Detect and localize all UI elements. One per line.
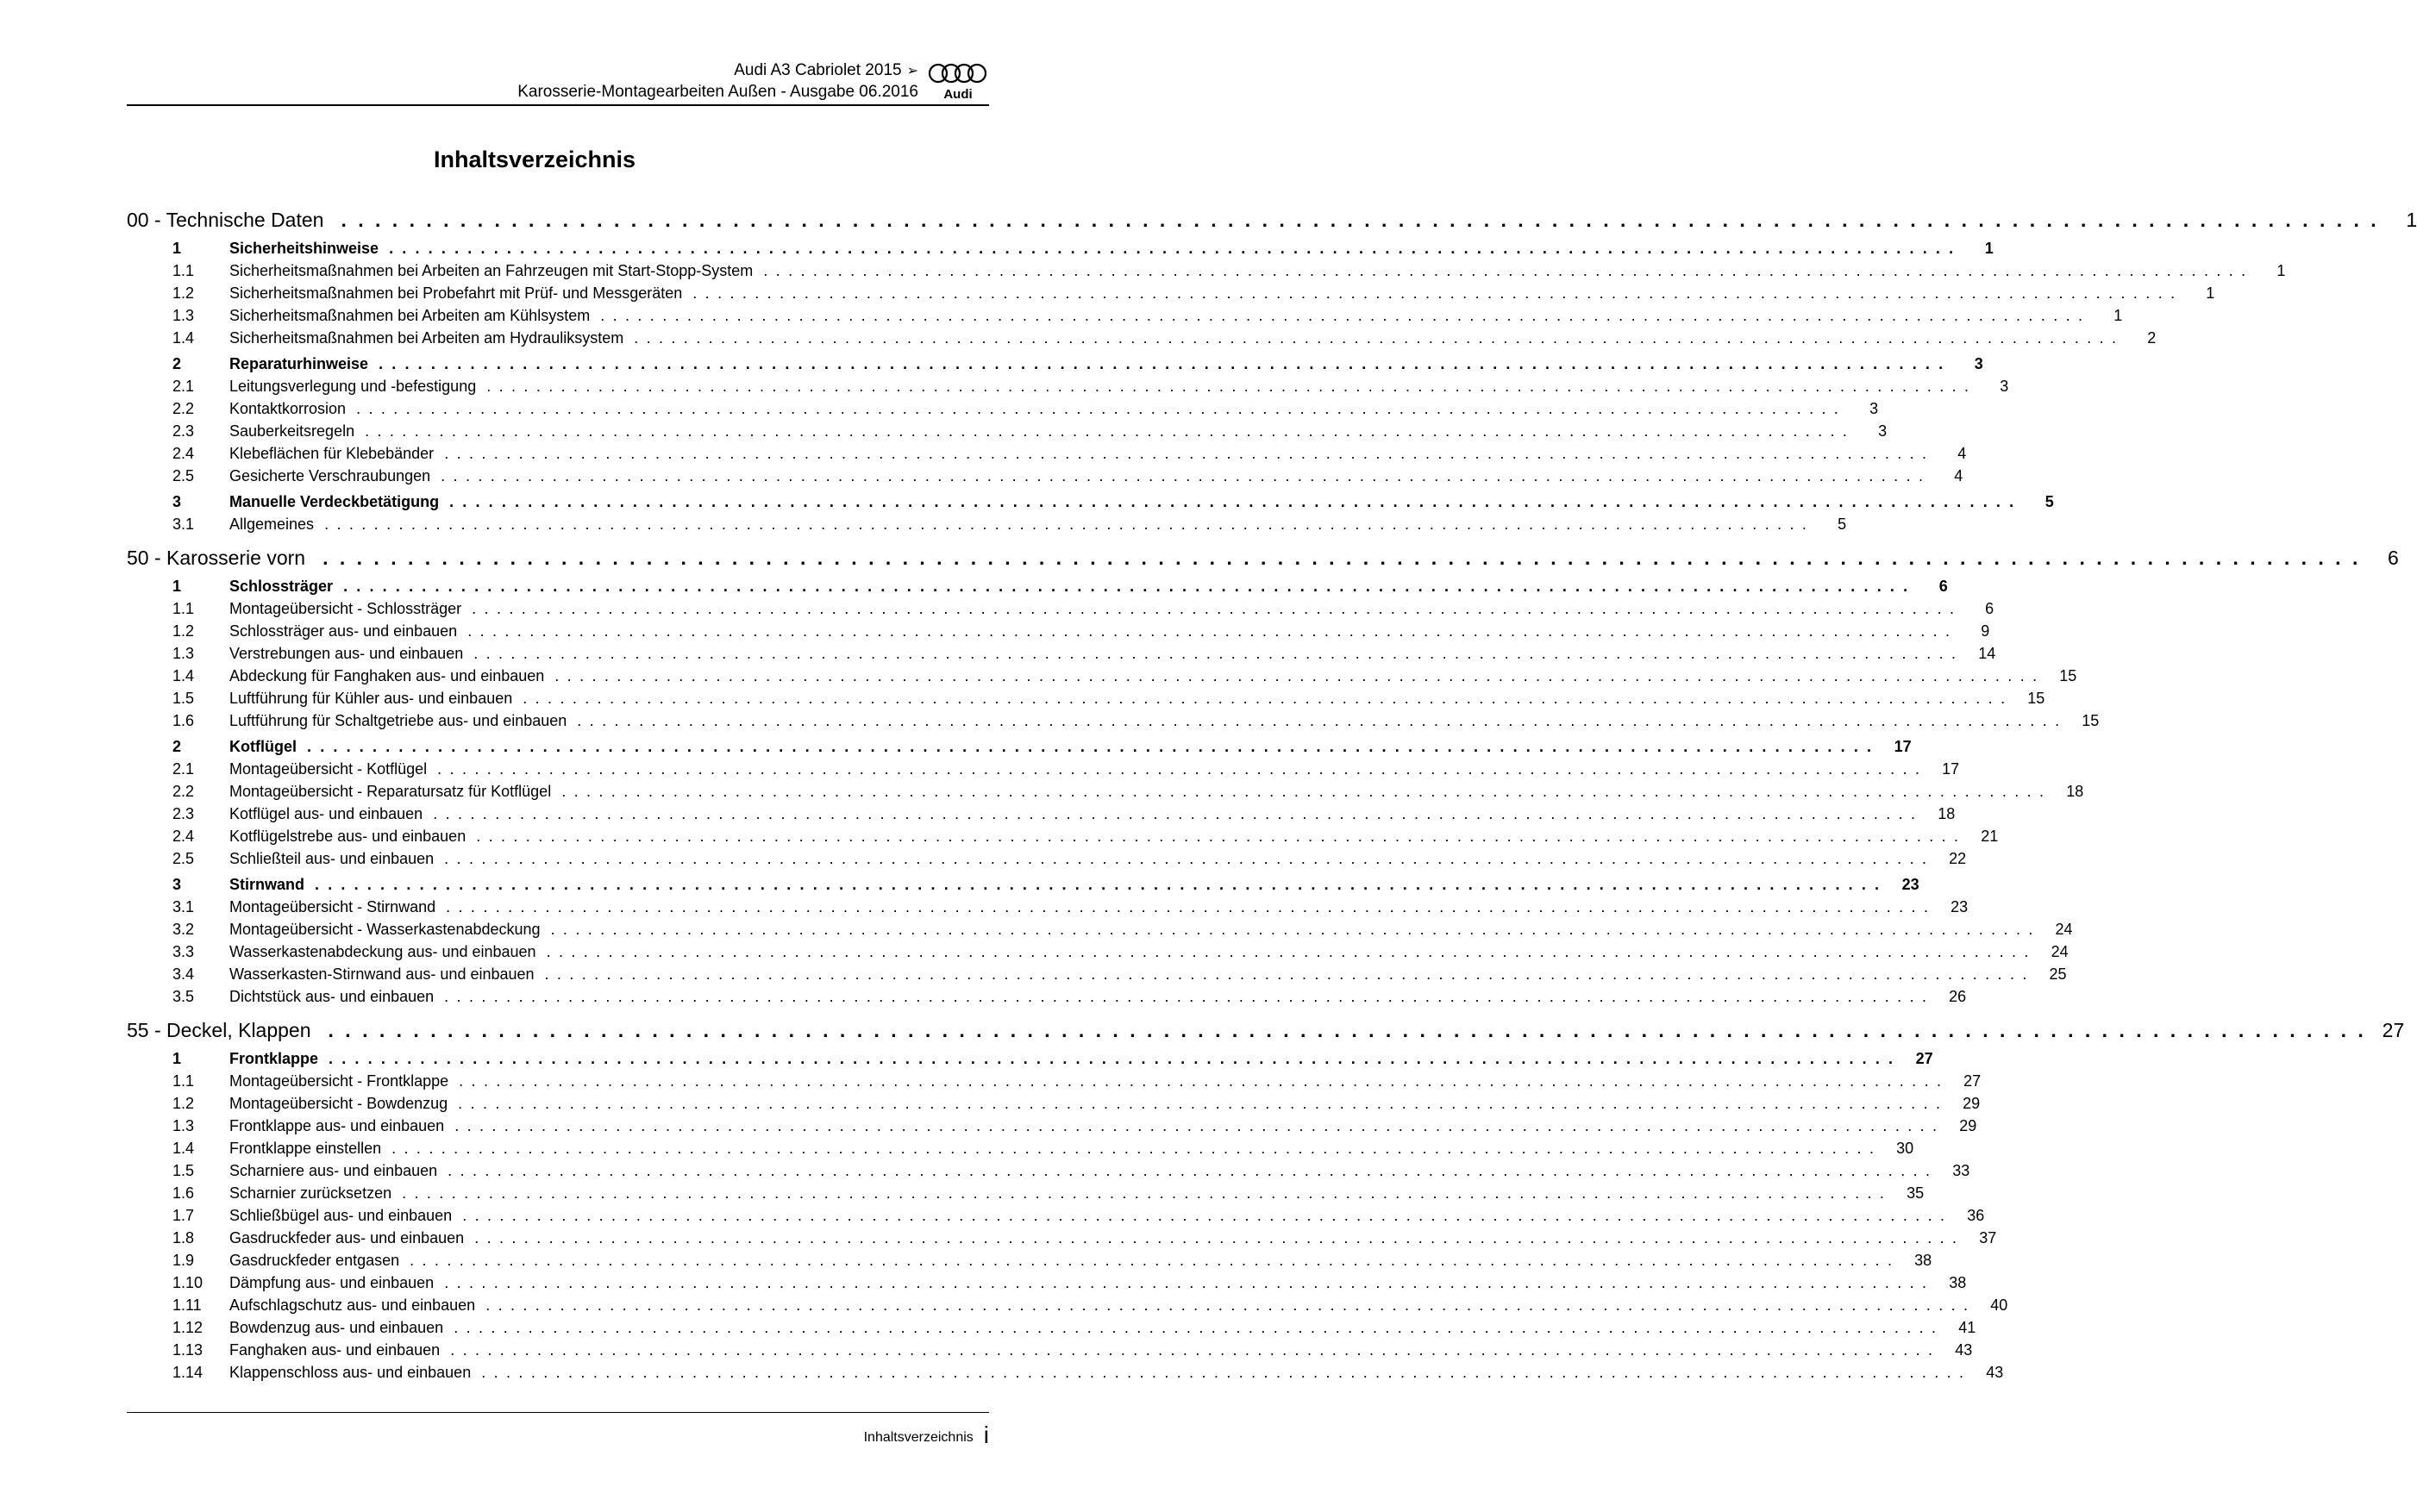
toc-item[interactable] [127,620,1990,642]
toc-item[interactable] [127,420,1888,442]
toc-item[interactable] [127,1271,1967,1294]
toc-item[interactable] [127,940,2069,963]
dot-leader: . . . . . . . . . . . . . . . . . . . . . . . . . . . . . . . . . . . . . . . . . . . . . . . . . . . . . . . . . . . . . . . . . . . . . . . . . . . . . . . . . . . . . . . . . . . . . . . . . . . . . . . . . . . . . . . . . . . . . . . . [554,667,2039,684]
dot-leader: . . . . . . . . . . . . . . . . . . . . . . . . . . . . . . . . . . . . . . . . . . . . . . . . . . . . . . . . . . . . . . . . . . . . . . . . . . . . . . . . . . . . . . . . . . . . . . . . . . . . . . . . . . . . . . . . . . . . . . . . [444,850,1929,867]
header-vehicle-title: Audi A3 Cabriolet 2015 [734,61,902,79]
section-page: 1 [1984,240,1994,257]
toc-section[interactable] [127,873,1919,896]
item-title: Verstrebungen aus- und einbauen [229,645,464,662]
item-title: Montageübersicht - Wasserkastenabdeckung [229,921,541,938]
item-page: 14 [1978,645,1996,662]
section-title: Kotflügel [229,738,297,755]
toc-section[interactable] [127,353,1983,375]
dot-leader: . . . . . . . . . . . . . . . . . . . . . . . . . . . . . . . . . . . . . . . . . . . . . . . . . . . . . . . . . . . . . . . . . . . . . . . . . . . . . . . . . . . . . . . . . . . . . . . . . . . . . . . . . . . . . . . . . . . . . . . . [448,1162,1932,1179]
item-title: Abdeckung für Fanghaken aus- und einbauen [229,667,545,684]
dot-leader: . . . . . . . . . . . . . . . . . . . . . . . . . . . . . . . . . . . . . . . . . . . . . . . . . . . . . . . . . . . . . . . . . . . . . . . . . . . . . . . . . . . . . . . . . . . . . . . . . . . . . . . . . . . . . . . . . . . . . . . . [450,1341,1935,1359]
dot-leader: . . . . . . . . . . . . . . . . . . . . . . . . . . . . . . . . . . . . . . . . . . . . . . . . . . . . . . . . . . . . . . . . . . . . . . . . . . . . . . . . . . . . . . . . . . . . . . . . . . . . . . . . . . . . . . . . . . . . . . . . [379,355,1945,372]
toc-item[interactable] [127,985,1967,1008]
toc-item[interactable] [127,1316,1976,1339]
item-page: 30 [1896,1140,1914,1157]
item-page: 4 [1954,467,1963,484]
item-page: 18 [2066,783,2084,800]
item-number: 2.3 [172,805,195,822]
item-page: 1 [2276,262,2286,279]
dot-leader: . . . . . . . . . . . . . . . . . . . . . . . . . . . . . . . . . . . . . . . . . . . . . . . . . . . . . . . . . . . . . . . . . . . . . . . . . . . . . . . . . . . . . . . . . . . . . . . . . . . . . . . . . . . . . . . . . . . . . . . . [328,1019,2367,1041]
item-title: Scharnier zurücksetzen [229,1184,392,1202]
item-title: Montageübersicht - Frontklappe [229,1072,449,1090]
dot-leader: . . . . . . . . . . . . . . . . . . . . . . . . . . . . . . . . . . . . . . . . . . . . . . . . . . . . . . . . . . . . . . . . . . . . . . . . . . . . . . . . . . . . . . . . . . . . . . . . . . . . . . . . . . . . . . . . . . . . . . . . [486,378,1971,395]
dot-leader: . . . . . . . . . . . . . . . . . . . . . . . . . . . . . . . . . . . . . . . . . . . . . . . . . . . . . . . . . . . . . . . . . . . . . . . . . . . . . . . . . . . . . . . . . . . . . . . . . . . . . . . . . . . . . . . . . . . . . . . . [322,547,2361,569]
toc-item[interactable] [127,963,2067,985]
item-page: 9 [1981,622,1990,640]
chapter-page: 27 [2382,1019,2405,1041]
item-number: 1.4 [172,667,195,684]
item-number: 1.2 [172,284,195,302]
toc-item[interactable] [127,709,2100,732]
section-title: Manuelle Verdeckbetätigung [229,493,440,510]
item-number: 1.8 [172,1229,195,1246]
table-of-contents [127,206,2417,1384]
item-number: 1.1 [172,600,195,617]
toc-item[interactable] [127,1227,1997,1249]
chapter-title: 55 - Deckel, Klappen [127,1019,311,1041]
item-number: 3.1 [172,898,195,915]
toc-item[interactable] [127,758,1960,780]
section-page: 17 [1894,738,1912,755]
toc-item[interactable] [127,642,1996,665]
item-number: 2.4 [172,828,195,845]
item-number: 1.5 [172,1162,195,1179]
item-title: Wasserkasten-Stirnwand aus- und einbauen [229,965,535,983]
item-page: 27 [1963,1072,1982,1090]
toc-item[interactable] [127,1249,1932,1271]
item-page: 3 [2000,378,2009,395]
item-title: Dichtstück aus- und einbauen [229,988,435,1005]
item-number: 2.3 [172,422,195,440]
chapter-page: 6 [2388,547,2399,569]
toc-item[interactable] [127,803,1956,825]
dot-leader: . . . . . . . . . . . . . . . . . . . . . . . . . . . . . . . . . . . . . . . . . . . . . . . . . . . . . . . . . . . . . . . . . . . . . . . . . . . . . . . . . . . . . . . . . . . . . . . . . . . . . . . . . . . . . . . . . . . . . . . . [544,965,2029,983]
item-number: 2.2 [172,400,195,417]
item-number: 1.11 [172,1296,202,1314]
item-number: 1.1 [172,1072,195,1090]
item-number: 2.1 [172,760,195,778]
toc-item[interactable] [127,1294,2008,1316]
item-number: 1.3 [172,645,195,662]
item-page: 15 [2082,712,2100,729]
toc-item[interactable] [127,780,2084,803]
dot-leader: . . . . . . . . . . . . . . . . . . . . . . . . . . . . . . . . . . . . . . . . . . . . . . . . . . . . . . . . . . . . . . . . . . . . . . . . . . . . . . . . . . . . . . . . . . . . . . . . . . . . . . . . . . . . . . . . . . . . . . . . [444,988,1929,1005]
item-title: Kotflügel aus- und einbauen [229,805,423,822]
footer-page-number: i [983,1421,989,1448]
item-page: 41 [1958,1319,1976,1336]
dot-leader: . . . . . . . . . . . . . . . . . . . . . . . . . . . . . . . . . . . . . . . . . . . . . . . . . . . . . . . . . . . . . . . . . . . . . . . . . . . . . . . . . . . . . . . . . . . . . . . . . . . . . . . . . . . . . . . . . . . . . . . . [444,1274,1929,1291]
chapter-title: 50 - Karosserie vorn [127,547,306,569]
dot-leader: . . . . . . . . . . . . . . . . . . . . . . . . . . . . . . . . . . . . . . . . . . . . . . . . . . . . . . . . . . . . . . . . . . . . . . . . . . . . . . . . . . . . . . . . . . . . . . . . . . . . . . . . . . . . . . . . . . . . . . . . [433,805,1918,822]
item-page: 43 [1986,1364,2004,1381]
item-title: Scharniere aus- und einbauen [229,1162,438,1179]
dot-leader: . . . . . . . . . . . . . . . . . . . . . . . . . . . . . . . . . . . . . . . . . . . . . . . . . . . . . . . . . . . . . . . . . . . . . . . . . . . . . . . . . . . . . . . . . . . . . . . . . . . . . . . . . . . . . . . . . . . . . . . . [444,445,1929,462]
item-title: Montageübersicht - Reparatursatz für Kotflügel [229,783,552,800]
header-titles [517,60,918,103]
item-number: 1.9 [172,1252,195,1269]
item-page: 21 [1981,828,1999,845]
item-title: Sicherheitsmaßnahmen bei Arbeiten an Fahrzeugen mit Start-Stopp-System [229,262,754,279]
section-number: 1 [172,578,182,595]
item-title: Montageübersicht - Kotflügel [229,760,428,778]
section-page: 6 [1938,578,1948,595]
item-number: 2.5 [172,850,195,867]
toc-section[interactable] [127,735,1912,758]
dot-leader: . . . . . . . . . . . . . . . . . . . . . . . . . . . . . . . . . . . . . . . . . . . . . . . . . . . . . . . . . . . . . . . . . . . . . . . . . . . . . . . . . . . . . . . . . . . . . . . . . . . . . . . . . . . . . . . . . . . . . . . . [341,209,2380,231]
item-page: 3 [1869,400,1879,417]
item-title: Frontklappe einstellen [229,1140,382,1157]
item-page: 24 [2055,921,2073,938]
toc-item[interactable] [127,465,1963,487]
section-title: Sicherheitshinweise [229,240,379,257]
toc-item[interactable] [127,304,2123,327]
section-title: Schlossträger [229,578,334,595]
item-title: Klappenschloss aus- und einbauen [229,1364,472,1381]
item-page: 43 [1955,1341,1973,1359]
section-number: 2 [172,738,182,755]
item-number: 1.3 [172,307,195,324]
header-edition-title: Karosserie-Montagearbeiten Außen - Ausgabe 06.2016 [517,83,918,101]
header-divider [127,104,989,106]
toc-item[interactable] [127,847,1967,870]
item-number: 1.1 [172,262,195,279]
chapter-page: 1 [2406,209,2417,231]
dot-leader: . . . . . . . . . . . . . . . . . . . . . . . . . . . . . . . . . . . . . . . . . . . . . . . . . . . . . . . . . . . . . . . . . . . . . . . . . . . . . . . . . . . . . . . . . . . . . . . . . . . . . . . . . . . . . . . . . . . . . . . . [474,1229,1959,1246]
toc-item[interactable] [127,1115,1977,1137]
item-title: Sauberkeitsregeln [229,422,355,440]
item-number: 3.1 [172,515,195,533]
dot-leader: . . . . . . . . . . . . . . . . . . . . . . . . . . . . . . . . . . . . . . . . . . . . . . . . . . . . . . . . . . . . . . . . . . . . . . . . . . . . . . . . . . . . . . . . . . . . . . . . . . . . . . . . . . . . . . . . . . . . . . . . [546,943,2031,960]
footer-label: Inhaltsverzeichnis [863,1430,974,1445]
dot-leader: . . . . . . . . . . . . . . . . . . . . . . . . . . . . . . . . . . . . . . . . . . . . . . . . . . . . . . . . . . . . . . . . . . . . . . . . . . . . . . . . . . . . . . . . . . . . . . . . . . . . . . . . . . . . . . . . . . . . . . . . [343,578,1910,595]
item-title: Luftführung für Kühler aus- und einbauen [229,690,513,707]
footer-divider [127,1412,989,1413]
item-title: Montageübersicht - Bowdenzug [229,1095,448,1112]
section-title: Reparaturhinweise [229,355,369,372]
dot-leader: . . . . . . . . . . . . . . . . . . . . . . . . . . . . . . . . . . . . . . . . . . . . . . . . . . . . . . . . . . . . . . . . . . . . . . . . . . . . . . . . . . . . . . . . . . . . . . . . . . . . . . . . . . . . . . . . . . . . . . . . [307,738,1874,755]
logo-wordmark: Audi [943,87,973,102]
section-number: 2 [172,355,182,372]
item-page: 4 [1957,445,1967,462]
toc-item[interactable] [127,1182,1925,1204]
toc-item[interactable] [127,597,1994,620]
dot-leader: . . . . . . . . . . . . . . . . . . . . . . . . . . . . . . . . . . . . . . . . . . . . . . . . . . . . . . . . . . . . . . . . . . . . . . . . . . . . . . . . . . . . . . . . . . . . . . . . . . . . . . . . . . . . . . . . . . . . . . . . [454,1319,1938,1336]
toc-item[interactable] [127,397,1879,420]
toc-item[interactable] [127,513,1847,535]
dot-leader: . . . . . . . . . . . . . . . . . . . . . . . . . . . . . . . . . . . . . . . . . . . . . . . . . . . . . . . . . . . . . . . . . . . . . . . . . . . . . . . . . . . . . . . . . . . . . . . . . . . . . . . . . . . . . . . . . . . . . . . . [356,400,1841,417]
item-number: 1.13 [172,1341,204,1359]
dot-leader: . . . . . . . . . . . . . . . . . . . . . . . . . . . . . . . . . . . . . . . . . . . . . . . . . . . . . . . . . . . . . . . . . . . . . . . . . . . . . . . . . . . . . . . . . . . . . . . . . . . . . . . . . . . . . . . . . . . . . . . . [472,600,1957,617]
toc-section[interactable] [127,575,1948,597]
dot-leader: . . . . . . . . . . . . . . . . . . . . . . . . . . . . . . . . . . . . . . . . . . . . . . . . . . . . . . . . . . . . . . . . . . . . . . . . . . . . . . . . . . . . . . . . . . . . . . . . . . . . . . . . . . . . . . . . . . . . . . . . [634,329,2119,347]
dot-leader: . . . . . . . . . . . . . . . . . . . . . . . . . . . . . . . . . . . . . . . . . . . . . . . . . . . . . . . . . . . . . . . . . . . . . . . . . . . . . . . . . . . . . . . . . . . . . . . . . . . . . . . . . . . . . . . . . . . . . . . . [692,284,2177,302]
item-number: 3.2 [172,921,195,938]
item-title: Schließteil aus- und einbauen [229,850,435,867]
item-page: 17 [1942,760,1960,778]
item-page: 23 [1951,898,1969,915]
section-number: 3 [172,493,182,510]
item-title: Montageübersicht - Schlossträger [229,600,462,617]
item-title: Bowdenzug aus- und einbauen [229,1319,444,1336]
item-number: 1.10 [172,1274,204,1291]
item-number: 1.6 [172,712,195,729]
section-number: 1 [172,1050,182,1067]
toc-item[interactable] [127,896,1969,918]
dot-leader: . . . . . . . . . . . . . . . . . . . . . . . . . . . . . . . . . . . . . . . . . . . . . . . . . . . . . . . . . . . . . . . . . . . . . . . . . . . . . . . . . . . . . . . . . . . . . . . . . . . . . . . . . . . . . . . . . . . . . . . . [410,1252,1894,1269]
item-title: Sicherheitsmaßnahmen bei Probefahrt mit Prüf- und Messgeräten [229,284,683,302]
item-number: 1.3 [172,1117,195,1134]
audi-logo [927,62,989,102]
toc-item[interactable] [127,1137,1914,1159]
item-number: 3.5 [172,988,195,1005]
section-title: Stirnwand [229,876,305,893]
item-number: 3.3 [172,943,195,960]
dot-leader: . . . . . . . . . . . . . . . . . . . . . . . . . . . . . . . . . . . . . . . . . . . . . . . . . . . . . . . . . . . . . . . . . . . . . . . . . . . . . . . . . . . . . . . . . . . . . . . . . . . . . . . . . . . . . . . . . . . . . . . . [458,1095,1943,1112]
item-title: Aufschlagschutz aus- und einbauen [229,1296,476,1314]
item-title: Gasdruckfeder entgasen [229,1252,400,1269]
item-title: Sicherheitsmaßnahmen bei Arbeiten am Hydrauliksystem [229,329,624,347]
item-page: 5 [1838,515,1847,533]
item-title: Wasserkastenabdeckung aus- und einbauen [229,943,536,960]
dot-leader: . . . . . . . . . . . . . . . . . . . . . . . . . . . . . . . . . . . . . . . . . . . . . . . . . . . . . . . . . . . . . . . . . . . . . . . . . . . . . . . . . . . . . . . . . . . . . . . . . . . . . . . . . . . . . . . . . . . . . . . . [329,1050,1895,1067]
dot-leader: . . . . . . . . . . . . . . . . . . . . . . . . . . . . . . . . . . . . . . . . . . . . . . . . . . . . . . . . . . . . . . . . . . . . . . . . . . . . . . . . . . . . . . . . . . . . . . . . . . . . . . . . . . . . . . . . . . . . . . . . [467,622,1952,640]
dot-leader: . . . . . . . . . . . . . . . . . . . . . . . . . . . . . . . . . . . . . . . . . . . . . . . . . . . . . . . . . . . . . . . . . . . . . . . . . . . . . . . . . . . . . . . . . . . . . . . . . . . . . . . . . . . . . . . . . . . . . . . . [402,1184,1887,1202]
item-number: 1.12 [172,1319,204,1336]
dot-leader: . . . . . . . . . . . . . . . . . . . . . . . . . . . . . . . . . . . . . . . . . . . . . . . . . . . . . . . . . . . . . . . . . . . . . . . . . . . . . . . . . . . . . . . . . . . . . . . . . . . . . . . . . . . . . . . . . . . . . . . . [485,1296,1970,1314]
dot-leader: . . . . . . . . . . . . . . . . . . . . . . . . . . . . . . . . . . . . . . . . . . . . . . . . . . . . . . . . . . . . . . . . . . . . . . . . . . . . . . . . . . . . . . . . . . . . . . . . . . . . . . . . . . . . . . . . . . . . . . . . [389,240,1956,257]
page-title: Inhaltsverzeichnis [433,147,636,172]
toc-item[interactable] [127,687,2045,709]
item-title: Klebeflächen für Klebebänder [229,445,435,462]
item-page: 38 [1949,1274,1967,1291]
chapter-title: 00 - Technische Daten [127,209,324,231]
toc-item[interactable] [127,259,2286,282]
dot-leader: . . . . . . . . . . . . . . . . . . . . . . . . . . . . . . . . . . . . . . . . . . . . . . . . . . . . . . . . . . . . . . . . . . . . . . . . . . . . . . . . . . . . . . . . . . . . . . . . . . . . . . . . . . . . . . . . . . . . . . . . [365,422,1850,440]
item-page: 24 [2051,943,2069,960]
item-title: Allgemeines [229,515,315,533]
dot-leader: . . . . . . . . . . . . . . . . . . . . . . . . . . . . . . . . . . . . . . . . . . . . . . . . . . . . . . . . . . . . . . . . . . . . . . . . . . . . . . . . . . . . . . . . . . . . . . . . . . . . . . . . . . . . . . . . . . . . . . . . [391,1140,1876,1157]
item-page: 29 [1959,1117,1977,1134]
item-title: Kontaktkorrosion [229,400,347,417]
item-number: 1.4 [172,329,195,347]
item-number: 1.5 [172,690,195,707]
section-page: 5 [2044,493,2054,510]
toc-chapter[interactable] [127,544,2399,572]
dot-leader: . . . . . . . . . . . . . . . . . . . . . . . . . . . . . . . . . . . . . . . . . . . . . . . . . . . . . . . . . . . . . . . . . . . . . . . . . . . . . . . . . . . . . . . . . . . . . . . . . . . . . . . . . . . . . . . . . . . . . . . . [441,467,1925,484]
toc-chapter[interactable] [127,1016,2405,1044]
item-page: 18 [1938,805,1956,822]
item-title: Schließbügel aus- und einbauen [229,1207,453,1224]
dot-leader: . . . . . . . . . . . . . . . . . . . . . . . . . . . . . . . . . . . . . . . . . . . . . . . . . . . . . . . . . . . . . . . . . . . . . . . . . . . . . . . . . . . . . . . . . . . . . . . . . . . . . . . . . . . . . . . . . . . . . . . . [561,783,2046,800]
dot-leader: . . . . . . . . . . . . . . . . . . . . . . . . . . . . . . . . . . . . . . . . . . . . . . . . . . . . . . . . . . . . . . . . . . . . . . . . . . . . . . . . . . . . . . . . . . . . . . . . . . . . . . . . . . . . . . . . . . . . . . . . [523,690,2007,707]
item-page: 22 [1949,850,1967,867]
item-page: 2 [2147,329,2157,347]
toc-item[interactable] [127,1339,1973,1361]
toc-item[interactable] [127,1092,1981,1115]
section-number: 1 [172,240,182,257]
item-title: Frontklappe aus- und einbauen [229,1117,445,1134]
dot-leader: . . . . . . . . . . . . . . . . . . . . . . . . . . . . . . . . . . . . . . . . . . . . . . . . . . . . . . . . . . . . . . . . . . . . . . . . . . . . . . . . . . . . . . . . . . . . . . . . . . . . . . . . . . . . . . . . . . . . . . . . [454,1117,1939,1134]
item-page: 15 [2059,667,2077,684]
dot-leader: . . . . . . . . . . . . . . . . . . . . . . . . . . . . . . . . . . . . . . . . . . . . . . . . . . . . . . . . . . . . . . . . . . . . . . . . . . . . . . . . . . . . . . . . . . . . . . . . . . . . . . . . . . . . . . . . . . . . . . . . [437,760,1922,778]
toc-item[interactable] [127,442,1967,465]
item-title: Gesicherte Verschraubungen [229,467,431,484]
item-page: 40 [1990,1296,2008,1314]
header-line-1 [517,60,918,82]
item-title: Montageübersicht - Stirnwand [229,898,436,915]
arrow-icon: ➢ [906,64,918,78]
item-page: 38 [1914,1252,1932,1269]
toc-item[interactable] [127,375,2009,397]
item-page: 1 [2206,284,2215,302]
item-page: 1 [2113,307,2123,324]
section-title: Frontklappe [229,1050,319,1067]
dot-leader: . . . . . . . . . . . . . . . . . . . . . . . . . . . . . . . . . . . . . . . . . . . . . . . . . . . . . . . . . . . . . . . . . . . . . . . . . . . . . . . . . . . . . . . . . . . . . . . . . . . . . . . . . . . . . . . . . . . . . . . . [315,876,1882,893]
item-number: 1.7 [172,1207,195,1224]
section-page: 23 [1901,876,1919,893]
toc-item[interactable] [127,327,2157,349]
section-page: 27 [1915,1050,1933,1067]
item-number: 1.4 [172,1140,195,1157]
item-page: 35 [1907,1184,1925,1202]
item-title: Leitungsverlegung und -befestigung [229,378,477,395]
dot-leader: . . . . . . . . . . . . . . . . . . . . . . . . . . . . . . . . . . . . . . . . . . . . . . . . . . . . . . . . . . . . . . . . . . . . . . . . . . . . . . . . . . . . . . . . . . . . . . . . . . . . . . . . . . . . . . . . . . . . . . . . [763,262,2248,279]
item-page: 3 [1878,422,1888,440]
dot-leader: . . . . . . . . . . . . . . . . . . . . . . . . . . . . . . . . . . . . . . . . . . . . . . . . . . . . . . . . . . . . . . . . . . . . . . . . . . . . . . . . . . . . . . . . . . . . . . . . . . . . . . . . . . . . . . . . . . . . . . . . [446,898,1931,915]
item-page: 26 [1949,988,1967,1005]
toc-item[interactable] [127,665,2077,687]
item-number: 2.2 [172,783,195,800]
item-title: Gasdruckfeder aus- und einbauen [229,1229,465,1246]
item-title: Kotflügelstrebe aus- und einbauen [229,828,466,845]
dot-leader: . . . . . . . . . . . . . . . . . . . . . . . . . . . . . . . . . . . . . . . . . . . . . . . . . . . . . . . . . . . . . . . . . . . . . . . . . . . . . . . . . . . . . . . . . . . . . . . . . . . . . . . . . . . . . . . . . . . . . . . . [459,1072,1944,1090]
item-page: 36 [1967,1207,1985,1224]
item-number: 1.2 [172,1095,195,1112]
item-number: 1.6 [172,1184,195,1202]
dot-leader: . . . . . . . . . . . . . . . . . . . . . . . . . . . . . . . . . . . . . . . . . . . . . . . . . . . . . . . . . . . . . . . . . . . . . . . . . . . . . . . . . . . . . . . . . . . . . . . . . . . . . . . . . . . . . . . . . . . . . . . . [473,645,1958,662]
dot-leader: . . . . . . . . . . . . . . . . . . . . . . . . . . . . . . . . . . . . . . . . . . . . . . . . . . . . . . . . . . . . . . . . . . . . . . . . . . . . . . . . . . . . . . . . . . . . . . . . . . . . . . . . . . . . . . . . . . . . . . . . [324,515,1809,533]
toc-section[interactable] [127,1047,1933,1070]
page-footer [864,1422,989,1451]
item-number: 2.5 [172,467,195,484]
toc-chapter[interactable] [127,206,2417,234]
item-number: 1.2 [172,622,195,640]
item-title: Fanghaken aus- und einbauen [229,1341,441,1359]
dot-leader: . . . . . . . . . . . . . . . . . . . . . . . . . . . . . . . . . . . . . . . . . . . . . . . . . . . . . . . . . . . . . . . . . . . . . . . . . . . . . . . . . . . . . . . . . . . . . . . . . . . . . . . . . . . . . . . . . . . . . . . . [577,712,2062,729]
item-title: Luftführung für Schaltgetriebe aus- und einbauen [229,712,567,729]
item-page: 25 [2049,965,2067,983]
toc-item[interactable] [127,282,2215,304]
toc-item[interactable] [127,918,2073,940]
item-page: 29 [1963,1095,1981,1112]
section-page: 3 [1974,355,1983,372]
dot-leader: . . . . . . . . . . . . . . . . . . . . . . . . . . . . . . . . . . . . . . . . . . . . . . . . . . . . . . . . . . . . . . . . . . . . . . . . . . . . . . . . . . . . . . . . . . . . . . . . . . . . . . . . . . . . . . . . . . . . . . . . [600,307,2085,324]
item-page: 15 [2027,690,2045,707]
toc-section[interactable] [127,237,1994,259]
item-number: 3.4 [172,965,195,983]
section-number: 3 [172,876,182,893]
dot-leader: . . . . . . . . . . . . . . . . . . . . . . . . . . . . . . . . . . . . . . . . . . . . . . . . . . . . . . . . . . . . . . . . . . . . . . . . . . . . . . . . . . . . . . . . . . . . . . . . . . . . . . . . . . . . . . . . . . . . . . . . [476,828,1961,845]
dot-leader: . . . . . . . . . . . . . . . . . . . . . . . . . . . . . . . . . . . . . . . . . . . . . . . . . . . . . . . . . . . . . . . . . . . . . . . . . . . . . . . . . . . . . . . . . . . . . . . . . . . . . . . . . . . . . . . . . . . . . . . . [462,1207,1947,1224]
item-number: 1.14 [172,1364,204,1381]
item-number: 2.1 [172,378,195,395]
toc-item[interactable] [127,1361,2004,1384]
item-title: Schlossträger aus- und einbauen [229,622,458,640]
toc-item[interactable] [127,1159,1970,1182]
item-page: 33 [1952,1162,1970,1179]
item-page: 37 [1979,1229,1997,1246]
dot-leader: . . . . . . . . . . . . . . . . . . . . . . . . . . . . . . . . . . . . . . . . . . . . . . . . . . . . . . . . . . . . . . . . . . . . . . . . . . . . . . . . . . . . . . . . . . . . . . . . . . . . . . . . . . . . . . . . . . . . . . . . [449,493,2016,510]
page-header [127,60,989,107]
toc-section[interactable] [127,490,2054,513]
item-title: Dämpfung aus- und einbauen [229,1274,435,1291]
item-page: 6 [1985,600,1994,617]
toc-item[interactable] [127,1070,1982,1092]
dot-leader: . . . . . . . . . . . . . . . . . . . . . . . . . . . . . . . . . . . . . . . . . . . . . . . . . . . . . . . . . . . . . . . . . . . . . . . . . . . . . . . . . . . . . . . . . . . . . . . . . . . . . . . . . . . . . . . . . . . . . . . . [481,1364,1966,1381]
item-title: Sicherheitsmaßnahmen bei Arbeiten am Kühlsystem [229,307,591,324]
item-number: 2.4 [172,445,195,462]
toc-item[interactable] [127,1204,1985,1227]
toc-item[interactable] [127,825,1999,847]
dot-leader: . . . . . . . . . . . . . . . . . . . . . . . . . . . . . . . . . . . . . . . . . . . . . . . . . . . . . . . . . . . . . . . . . . . . . . . . . . . . . . . . . . . . . . . . . . . . . . . . . . . . . . . . . . . . . . . . . . . . . . . . [550,921,2035,938]
